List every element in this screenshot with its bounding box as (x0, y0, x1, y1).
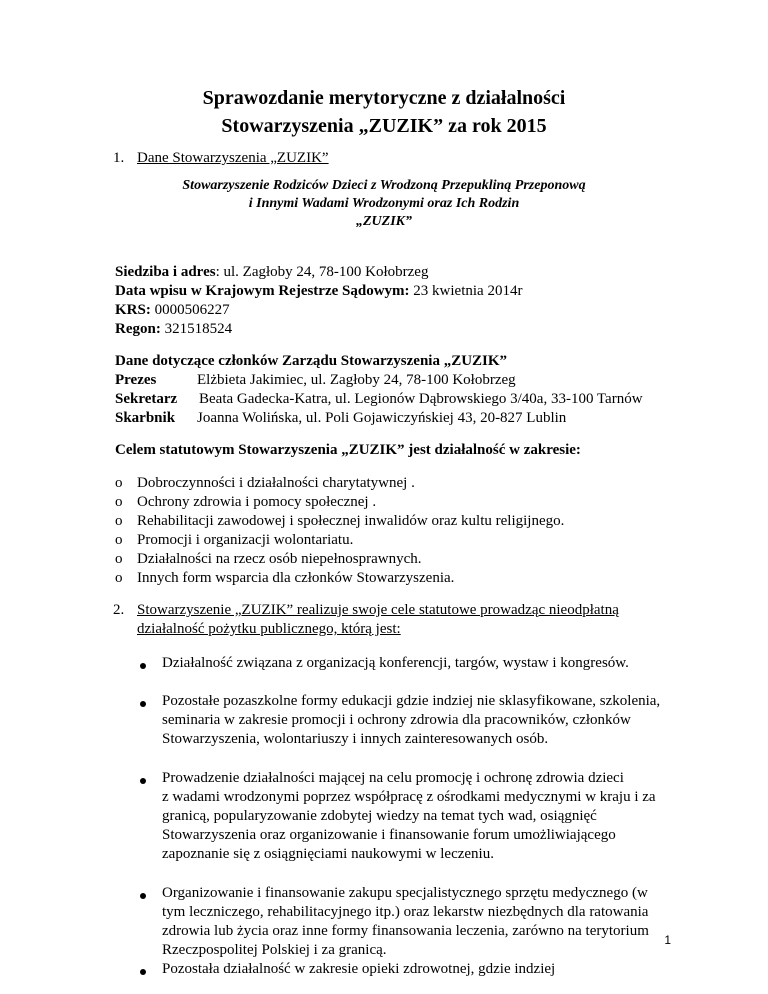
detail-krs-registration-date (115, 282, 522, 301)
activity-line: Pozostała działalność w zakresie opieki zdrowotnej, gdzie indziej (162, 961, 556, 977)
activity-item (162, 692, 662, 749)
activity-line: Organizowanie i finansowanie zakupu specjalistycznego sprzętu medycznego (w (162, 885, 648, 901)
activity-line: zapoznanie się z osiągnięciami naukowymi w leczeniu. (162, 846, 494, 862)
goal-item: Ochrony zdrowia i pomocy społecznej . (137, 494, 377, 510)
bullet-dot-icon (140, 701, 146, 707)
bullet-dot-icon (140, 663, 146, 669)
page-number: 1 (664, 933, 671, 947)
section-2-number: 2. (113, 602, 125, 618)
hollow-bullet-icon: o (115, 475, 123, 491)
title-line-1: Sprawozdanie merytoryczne z działalności (202, 87, 566, 109)
hollow-bullet-icon: o (115, 494, 123, 510)
detail-sep: : (215, 264, 220, 280)
activity-line: Stowarzyszenia oraz organizowanie i finansowanie forum umożliwiającego (162, 827, 616, 843)
detail-value: 0000506227 (150, 302, 230, 318)
bullet-dot-icon (140, 969, 146, 975)
hollow-bullet-icon: o (115, 513, 123, 529)
activity-line: Stowarzyszenia, wolontariuszy i innych zainteresowanych osób. (162, 731, 549, 747)
goal-item: Promocji i organizacji wolontariatu. (137, 532, 354, 548)
activity-line: Rzeczpospolitej Polskiej i za granicą. (162, 942, 387, 958)
document-title (0, 84, 768, 140)
activity-item (162, 960, 662, 979)
goals-heading: Celem statutowym Stowarzyszenia „ZUZIK” jest działalność w zakresie: (115, 442, 581, 458)
activity-item (162, 769, 662, 864)
board-member-president (115, 371, 516, 390)
detail-label: Data wpisu w Krajowym Rejestrze Sądowym: (115, 283, 410, 299)
hollow-bullet-icon: o (115, 532, 123, 548)
detail-value: ul. Zagłoby 24, 78-100 Kołobrzeg (219, 264, 429, 280)
association-name-line-3: „ZUZIK” (356, 214, 412, 229)
association-name-line-2: i Innymi Wadami Wrodzonymi oraz Ich Rodzin (248, 196, 520, 211)
title-line-2: Stowarzyszenia „ZUZIK” za rok 2015 (221, 115, 547, 137)
goal-item: Rehabilitacji zawodowej i społecznej inwalidów oraz kultu religijnego. (137, 513, 565, 529)
goal-item: Dobroczynności i działalności charytatywnej . (137, 475, 415, 491)
hollow-bullet-icon: o (115, 551, 123, 567)
activity-line: z wadami wrodzonymi poprzez współpracę z ośrodkami medycznymi w kraju i za (162, 789, 656, 805)
activity-line: zdrowia lub życia oraz inne formy finansowania leczenia, zarówno na terytorium (162, 923, 649, 939)
goal-item: Innych form wsparcia dla członków Stowarzyszenia. (137, 570, 455, 586)
activity-line: Działalność związana z organizacją konferencji, targów, wystaw i kongresów. (162, 655, 629, 671)
board-role: Sekretarz (115, 391, 178, 407)
board-member-details: Beata Gadecka-Katra, ul. Legionów Dąbrowskiego 3/40a, 33-100 Tarnów (199, 391, 643, 407)
bullet-dot-icon (140, 778, 146, 784)
board-role: Skarbnik (115, 410, 176, 426)
association-name-line-1: Stowarzyszenie Rodziców Dzieci z Wrodzoną Przepukliną Przeponową (182, 178, 586, 193)
detail-value: 23 kwietnia 2014r (409, 283, 523, 299)
activity-line: Pozostałe pozaszkolne formy edukacji gdzie indziej nie sklasyfikowane, szkolenia, (162, 693, 661, 709)
board-member-details: Joanna Wolińska, ul. Poli Gojawiczyńskiej 43, 20-827 Lublin (197, 410, 567, 426)
detail-label: Siedziba i adres (115, 264, 216, 280)
activity-line: granicą, popularyzowanie zdobytej wiedzy na temat tych wad, osiągnięć (162, 808, 597, 824)
section-1-number: 1. (113, 150, 125, 166)
activity-item (162, 884, 662, 960)
board-heading: Dane dotyczące członków Zarządu Stowarzyszenia „ZUZIK” (115, 353, 508, 369)
goal-item: Działalności na rzecz osób niepełnosprawnych. (137, 551, 422, 567)
section-1-title: Dane Stowarzyszenia „ZUZIK” (137, 150, 329, 166)
board-member-details: Elżbieta Jakimiec, ul. Zagłoby 24, 78-100 Kołobrzeg (197, 372, 516, 388)
board-role: Prezes (115, 372, 157, 388)
section-2-title-line-1: Stowarzyszenie „ZUZIK” realizuje swoje cele statutowe prowadząc nieodpłatną (137, 602, 619, 618)
board-member-secretary (115, 390, 643, 409)
detail-label: Regon: (115, 321, 161, 337)
board-member-treasurer (115, 409, 566, 428)
section-2-title-line-2: działalność pożytku publicznego, którą jest: (137, 621, 401, 637)
activity-line: seminaria w zakresie promocji i ochrony zdrowia dla pracowników, członków (162, 712, 631, 728)
activity-line: Prowadzenie działalności mającej na celu promocję i ochronę zdrowia dzieci (162, 770, 624, 786)
hollow-bullet-icon: o (115, 570, 123, 586)
detail-label: KRS: (115, 302, 151, 318)
detail-krs (115, 301, 230, 320)
detail-address (115, 263, 428, 282)
activity-item (162, 654, 662, 673)
association-full-name (0, 177, 768, 231)
detail-regon (115, 320, 232, 339)
detail-value: 321518524 (160, 321, 233, 337)
activity-line: tym leczniczego, rehabilitacyjnego itp.) oraz lekarstw niezbędnych dla ratowania (162, 904, 649, 920)
bullet-dot-icon (140, 893, 146, 899)
